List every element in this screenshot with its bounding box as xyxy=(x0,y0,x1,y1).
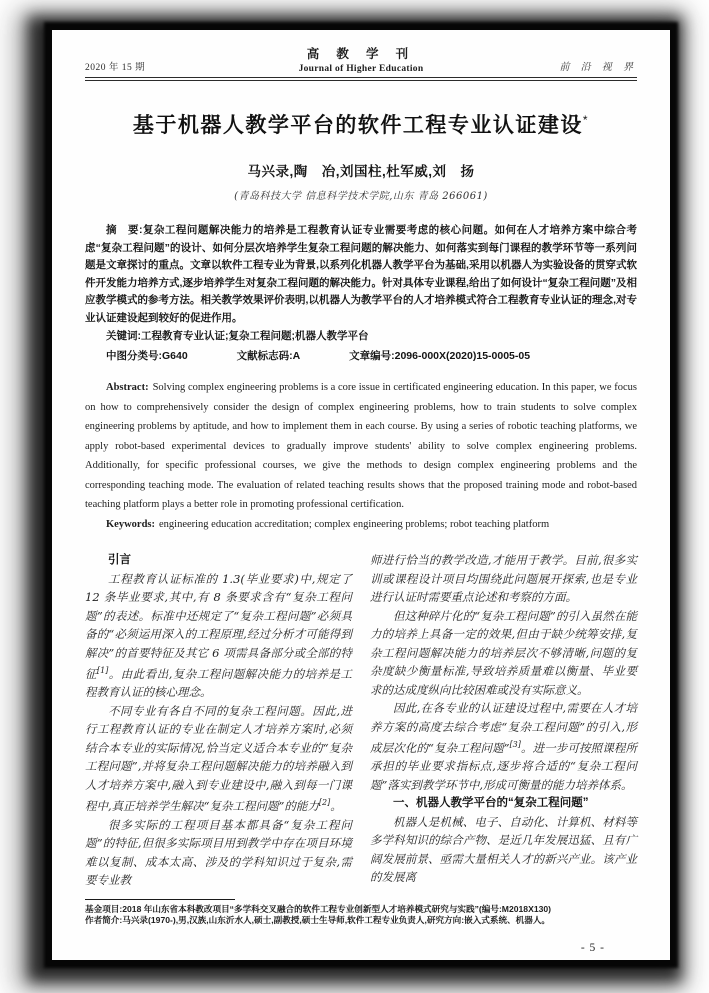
journal-title-cn: 高 教 学 刊 xyxy=(306,47,416,61)
abstract-en-label: Abstract: xyxy=(106,382,149,393)
page-number: - 5 - xyxy=(580,941,605,954)
footnote-block xyxy=(85,899,637,926)
authors: 马兴录,陶 冶,刘国柱,杜军威,刘 扬 xyxy=(247,164,475,179)
footnote-rule xyxy=(85,899,235,900)
paragraph-text: 。进一步可按照课程所承担的毕业要求指标点,逐步将合适的“复杂工程问题”落实到教学环节中,形成可衡量的能力培养体系。 xyxy=(370,740,637,792)
keywords-en-label: Keywords: xyxy=(106,518,155,530)
body-paragraph: 机器人是机械、电子、自动化、计算机、材料等多学科知识的综合产物、是近几年发展迅猛、且有广阔发展前景、亟需大量相关人才的新兴产业。该产业的发展离 xyxy=(370,814,637,885)
body-paragraph xyxy=(85,702,352,816)
section-heading-1: 一、机器人教学平台的“复杂工程问题” xyxy=(393,797,589,810)
title-footnote-mark: * xyxy=(582,113,590,127)
article-title-text: 基于机器人教学平台的软件工程专业认证建设 xyxy=(132,114,583,137)
column-label: 前 沿 视 界 xyxy=(559,62,637,73)
author-bio-note: 作者简介:马兴录(1970-),男,汉族,山东沂水人,硕士,副教授,硕士生导师,软件工程专业负责人,研究方向:嵌入式系统、机器人。 xyxy=(85,914,551,925)
abstract-en xyxy=(85,378,637,515)
body-column-right xyxy=(370,551,637,890)
paragraph-text: 因此,在各专业的认证建设过程中,需要在人才培养方案的高度去综合考虑“复杂工程问题”的引入,形成层次化的“复杂工程问题” xyxy=(370,701,637,755)
paragraph-text: 。由此看出,复杂工程问题解决能力的培养是工程教育认证的核心理念。 xyxy=(85,666,353,700)
journal-page xyxy=(52,30,670,960)
paragraph-text: 工程教育认证标准的 1.3(毕业要求)中,规定了 12 条毕业要求,其中,有 8 条要求含有“复杂工程问题”的表述。标准中还规定了“复杂工程问题”必须具备的“必须运用深入的工程原理,经过分析才可能得到解决”的首要特征及其它 6 项需具备部分或全部的特征 xyxy=(85,571,352,681)
body-column-left xyxy=(85,551,352,890)
section-heading-introduction: 引言 xyxy=(108,554,131,566)
affiliation: (青岛科技大学 信息科学技术学院,山东 青岛 266061) xyxy=(234,191,488,202)
citation-ref-3: [3] xyxy=(509,740,521,749)
journal-title xyxy=(299,44,424,74)
issue-label: 2020 年 15 期 xyxy=(85,63,146,73)
chinese-abstract-block xyxy=(85,222,637,365)
article-title xyxy=(85,107,637,139)
clc-document-code: 文献标志码:A xyxy=(236,349,301,362)
body-paragraph: 但这种碎片化的“复杂工程问题”的引入虽然在能力的培养上具备一定的效果,但由于缺少统筹安排,复杂工程问题解决能力的培养层次不够清晰,问题的复杂度缺少衡量标准,导致培养质量难以衡量、毕业要求的达成度纵向比较困难或没有实际意义。 xyxy=(370,608,637,697)
keywords-cn: 关键词:工程教育专业认证;复杂工程问题;机器人教学平台 xyxy=(106,330,369,342)
header-rule xyxy=(85,77,637,81)
keywords-en xyxy=(85,515,637,535)
page-header xyxy=(85,44,637,81)
body-paragraph xyxy=(85,570,352,702)
keywords-en-text: engineering education accreditation; complex engineering problems; robot teaching platform xyxy=(159,518,550,530)
paragraph-text: 。 xyxy=(330,799,342,814)
body-paragraph xyxy=(370,699,637,794)
citation-ref-1: [1] xyxy=(96,666,109,675)
clc-article-number: 文章编号:2096-000X(2020)15-0005-05 xyxy=(349,349,531,362)
abstract-cn: 摘 要:复杂工程问题解决能力的培养是工程教育认证专业需要考虑的核心问题。如何在人才培养方案中综合考虑“复杂工程问题”的设计、如何分层次培养学生复杂工程问题的解决能力、如何落实到每门课程的教学环节等一系列问题是文章探讨的重点。文章以软件工程专业为背景,以系列化机器人教学平台为基础,采用以机器人为实验设备的贯穿式软件开发能力培养方式,逐步培养学生对复杂工程问题的解决能力。针对具体专业课程,给出了如何设计“复杂工程问题”及相应教学模式的参考方法。相关教学效果评价表明,以机器人为教学平台的人才培养模式符合工程教育专业认证的理念,对专业认证建设起到较好的促进作用。 xyxy=(85,224,637,324)
clc-line xyxy=(85,348,637,366)
article-body xyxy=(85,551,637,890)
citation-ref-2: [2] xyxy=(318,798,331,808)
paragraph-text: 不同专业有各自不同的复杂工程问题。因此,进行工程教育认证的专业在制定人才培养方案时,必须结合本专业的实际情况,恰当定义适合本专业的“复杂工程问题”,并将复杂工程问题解决能力的培养融入到人才培养方案中,融入到专业建设中,融入到每一门课程中,真正培养学生解决“复杂工程问题”的能力 xyxy=(85,703,352,814)
fund-project-note: 基金项目:2018 年山东省本科教改项目“多学科交叉融合的软件工程专业创新型人才培养模式研究与实践”(编号:M2018X130) xyxy=(85,903,552,914)
english-abstract-block xyxy=(85,378,637,534)
abstract-en-text: Solving complex engineering problems is a core issue in certificated engineering education. In this paper, we focus on how to comprehensively consider the design of complex engineering problems, how to train students to solve complex engineering problems by aptitude, and how to implement them in each course. By using a series of robotic teaching platforms, we apply robot-based experimental devices to gradually improve students' ability to solve complex engineering problems. Additionally, for specific professional courses, we give the methods to design complex engineering problems and the corresponding teaching mode. The evaluation of related teaching results shows that the proposed training mode and robot-based teaching platform plays a better role in promoting professional certification. xyxy=(85,382,637,510)
clc-class-number: 中图分类号:G640 xyxy=(106,349,188,362)
body-paragraph-continued: 师进行恰当的教学改造,才能用于教学。目前,很多实训或课程设计项目均围绕此问题展开探索,也是专业进行认证时需要重点论述和考察的方面。 xyxy=(370,553,637,604)
journal-title-en: Journal of Higher Education xyxy=(298,64,424,74)
body-paragraph: 很多实际的工程项目基本都具备“复杂工程问题”的特征,但很多实际项目用到教学中存在项目环境难以复制、成本太高、涉及的学科知识过于复杂,需要专业教 xyxy=(85,817,352,888)
